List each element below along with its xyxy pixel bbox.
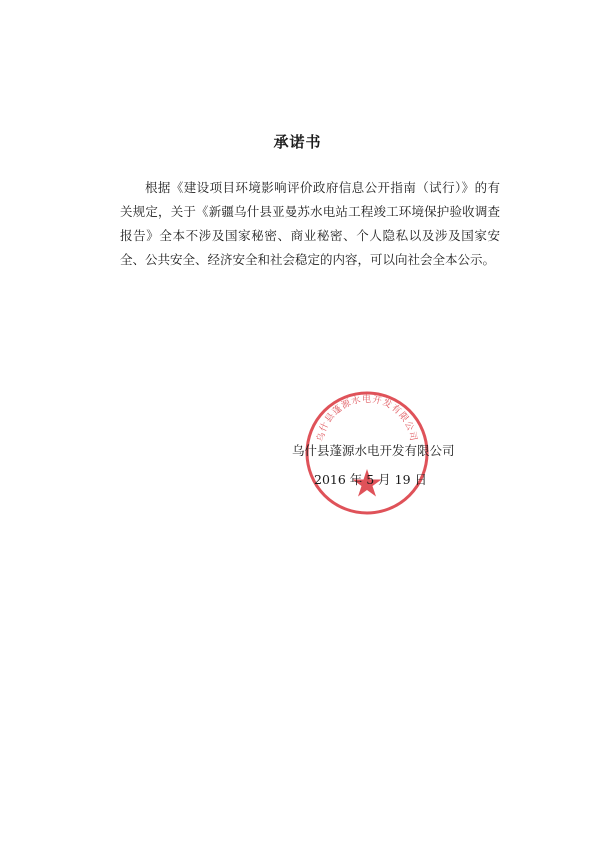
document-body [120, 176, 500, 272]
signature-company: 乌什县蓬源水电开发有限公司 [292, 443, 455, 458]
document-title: 承诺书 [273, 133, 322, 151]
svg-text:乌什县蓬源水电开发有限公司: 乌什县蓬源水电开发有限公司 [316, 394, 418, 443]
body-paragraph: 根据《建设项目环境影响评价政府信息公开指南（试行）》的有关规定，关于《新疆乌什县亚曼苏水电站工程竣工环境保护验收调查报告》全本不涉及国家秘密、商业秘密、个人隐私以及涉及国家安全、公共安全、经济安全和社会稳定的内容，可以向社会全本公示。 [120, 180, 500, 267]
signature-date: 2016 年 5 月 19 日 [314, 472, 428, 487]
